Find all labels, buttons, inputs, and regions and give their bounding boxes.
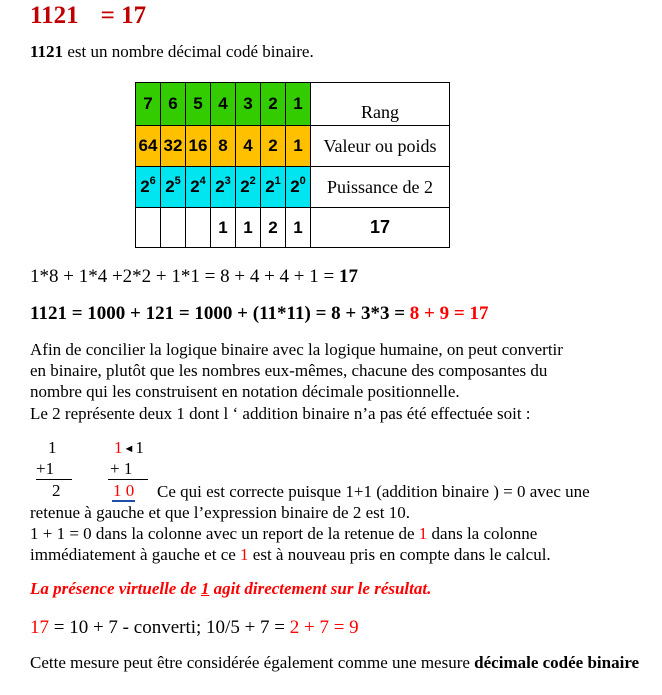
weight-row <box>136 126 450 167</box>
equation-weights-result: 17 <box>338 266 358 287</box>
rank-cell: 2 <box>261 83 286 126</box>
equation-conversion-result: 2 + 7 = 9 <box>289 617 359 638</box>
equation-weights: 1*8 + 1*4 +2*2 + 1*1 = 8 + 4 + 4 + 1 = 17 <box>30 266 358 287</box>
rank-cell: 7 <box>136 83 161 126</box>
paragraph-line: retenue à gauche et que l’expression binaire de 2 est 10. <box>30 503 410 522</box>
weight-cell: 16 <box>186 126 211 167</box>
weight-cell: 2 <box>261 126 286 167</box>
closing-paragraph: Cette mesure peut être considérée également comme une mesure décimale codée binaire <box>30 653 640 672</box>
emphasis-statement: La présence virtuelle de 1 agit directement sur le résultat. <box>30 579 432 598</box>
rank-cell: 5 <box>186 83 211 126</box>
rank-cell: 1 <box>286 83 311 126</box>
page-title <box>30 2 146 30</box>
rank-row <box>136 83 450 126</box>
binary-addend: + 1 <box>108 458 148 480</box>
title-result: = 17 <box>100 2 147 29</box>
paragraph-line: en binaire, plutôt que les nombres eux-mêmes, chacune des composantes du <box>30 361 548 380</box>
intro-line <box>30 42 314 62</box>
decimal-addition <box>36 437 80 501</box>
paragraph-line: Afin de concilier la logique binaire avec la logique humaine, on peut convertir <box>30 340 563 359</box>
weight-cell: 8 <box>211 126 236 167</box>
title-number: 1121 <box>30 2 79 29</box>
power-cell: $2^4$ <box>186 167 211 208</box>
rank-cell: 6 <box>161 83 186 126</box>
binary-addition <box>108 437 156 501</box>
digit-cell <box>136 208 161 248</box>
carry-digit: 1 <box>114 438 123 457</box>
paragraph-line: nombre qui les construisent en notation décimale positionnelle. <box>30 382 460 401</box>
addend-bottom: +1 <box>36 458 72 480</box>
rank-label: Rang <box>311 83 450 126</box>
binary-rank-table <box>135 82 450 248</box>
digit-cell <box>161 208 186 248</box>
paragraph-line: Le 2 représente deux 1 dont l ‘ addition binaire n’a pas été effectuée soit : <box>30 404 531 423</box>
arrow-left-icon: ◄ <box>123 442 135 455</box>
rank-cell: 3 <box>236 83 261 126</box>
power-cell: $2^0$ <box>286 167 311 208</box>
carry-line: 1◄1 <box>108 437 156 458</box>
paragraph-line: immédiatement à gauche et ce 1 est à nouveau pris en compte dans le calcul. <box>30 545 551 564</box>
power-cell: $2^1$ <box>261 167 286 208</box>
binary-sum: 1 0 <box>113 481 135 500</box>
closing-emphasis: décimale codée binaire <box>474 653 640 672</box>
digit-cell: 1 <box>236 208 261 248</box>
power-row <box>136 167 450 208</box>
power-cell: $2^6$ <box>136 167 161 208</box>
weight-cell: 64 <box>136 126 161 167</box>
addition-sum: 2 <box>52 481 61 500</box>
weight-label: Valeur ou poids <box>311 126 450 167</box>
equation-decomposition-result: 8 + 9 = 17 <box>409 303 489 324</box>
digit-cell: 2 <box>261 208 286 248</box>
power-label: Puissance de 2 <box>311 167 450 208</box>
digits-row <box>136 208 450 248</box>
intro-number: 1121 <box>30 42 64 61</box>
binary-sum-line <box>108 480 156 501</box>
equation-decomposition: 1121 = 1000 + 121 = 1000 + (11*11) = 8 + 3*3 = 8 + 9 = 17 <box>30 303 489 324</box>
digit-cell: 1 <box>286 208 311 248</box>
power-cell: $2^3$ <box>211 167 236 208</box>
power-cell: $2^5$ <box>161 167 186 208</box>
paragraph-line: Ce qui est correcte puisque 1+1 (addition binaire ) = 0 avec une <box>157 482 590 501</box>
weight-cell: 1 <box>286 126 311 167</box>
intro-text: est un nombre décimal codé binaire. <box>63 42 314 61</box>
equation-conversion: 17 = 10 + 7 - converti; 10/5 + 7 = 2 + 7 = 9 <box>30 617 359 638</box>
weight-cell: 4 <box>236 126 261 167</box>
rank-cell: 4 <box>211 83 236 126</box>
digit-cell <box>186 208 211 248</box>
addend-top: 1 <box>48 438 57 457</box>
weight-cell: 32 <box>161 126 186 167</box>
paragraph-line: 1 + 1 = 0 dans la colonne avec un report de la retenue de 1 dans la colonne <box>30 524 538 543</box>
digit-cell: 1 <box>211 208 236 248</box>
digits-result: 17 <box>311 208 450 248</box>
power-cell: $2^2$ <box>236 167 261 208</box>
